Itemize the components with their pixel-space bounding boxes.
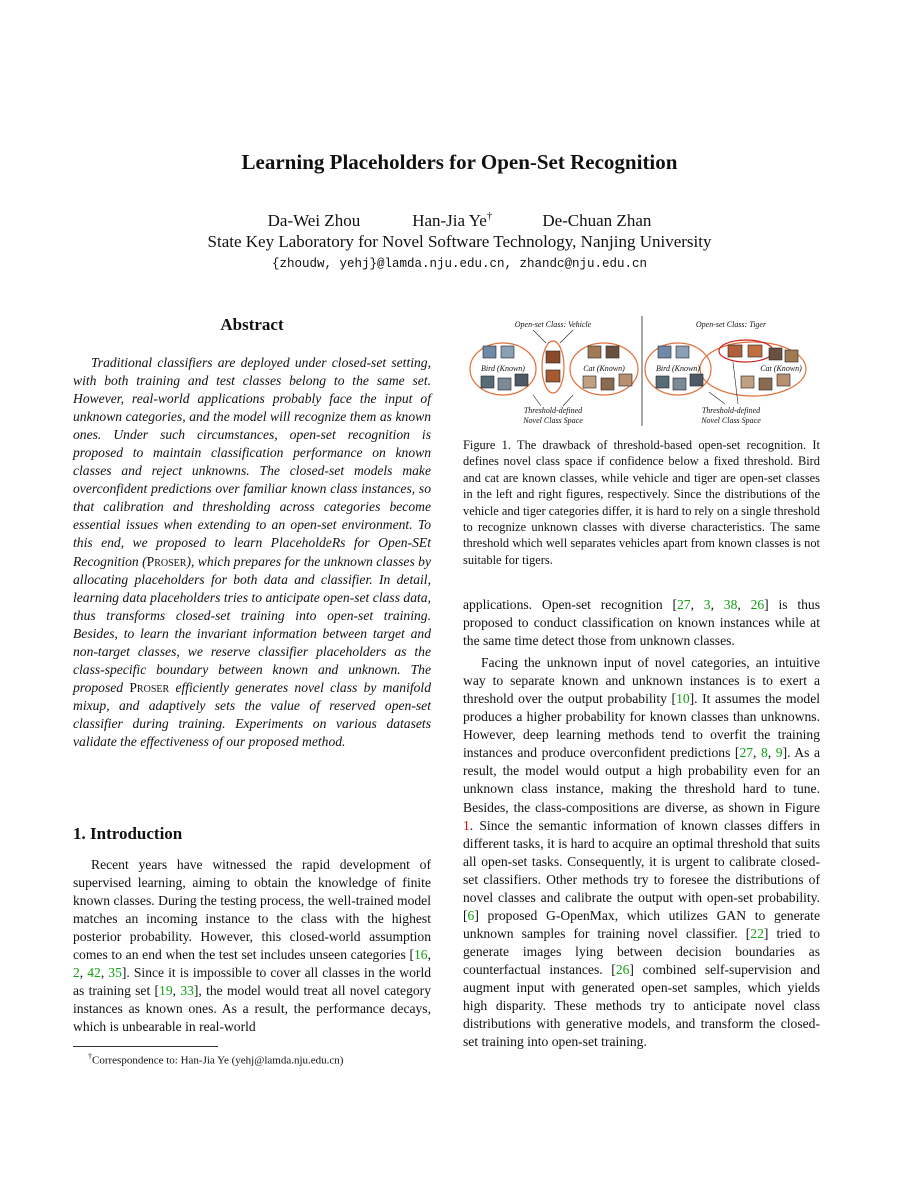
body-text: . Since the semantic information of known classes differs in different tasks, it is hard to acquire an optimal threshold that suits all open-set tasks. Consequently, it is urgent to calibrate closed-set classifiers. Other methods try to foresee the distributions of novel classes and calibrate the output with open-set probability. [ (463, 817, 820, 923)
body-text: ] combined self-supervision and augment input with generated open-set samples, which yields high disparity. These methods try to anticipate novel class distributions with generative models, and transform the closed-set training into open-set training. (463, 961, 820, 1050)
body-text: ], the model would treat all novel category instances as known ones. As a result, the performance decays, which is unbearable in real-world (73, 983, 432, 1035)
body-text: Recent years have witnessed the rapid development of supervised learning, aiming to obtain the knowledge of finite known classes. During the testing process, the well-trained model matches an incoming instance to the class with the highest posterior probability. However, this closed-world assumption comes to an end when the test set includes unseen categories [ (73, 857, 431, 963)
vehicle-image (546, 351, 560, 363)
citation-link[interactable]: 22 (750, 925, 764, 941)
vehicle-cluster-ellipse (542, 341, 564, 393)
tiger-image (728, 345, 742, 357)
abstract-paragraph (73, 354, 431, 751)
bird-image (676, 346, 689, 358)
bird-image (483, 346, 496, 358)
author-name: Han-Jia Ye (412, 210, 487, 230)
figure-reference-link[interactable]: 1 (463, 817, 470, 833)
cat-image (785, 350, 798, 362)
bird-image (658, 346, 671, 358)
citation-link[interactable]: 19 (159, 983, 173, 999)
citation-link[interactable]: 8 (761, 745, 768, 761)
body-text: ] tried to generate images lying between decision boundaries as counterfactual instances. [ (463, 925, 821, 977)
arrow (533, 395, 541, 406)
method-name: Proser (146, 553, 187, 569)
threshold-label-line2: Novel Class Space (523, 416, 583, 425)
threshold-label-line2: Novel Class Space (701, 416, 761, 425)
citation-link[interactable]: 33 (180, 983, 194, 999)
arrow (563, 395, 573, 406)
citation-link[interactable]: 42 (87, 965, 101, 981)
affiliation: State Key Laboratory for Novel Software Technology, Nanjing University (207, 232, 712, 251)
footnote-mark: † (88, 1052, 92, 1061)
right-panel-title: Open-set Class: Tiger (695, 320, 767, 329)
body-text: applications. Open-set recognition [ (463, 597, 677, 612)
cat-image (769, 348, 782, 360)
body-paragraph: Facing the unknown input of novel categories, an intuitive way to separate known and unknown instances is to exert a threshold over the output probability [10]. It assumes the model produces a higher probability for known classes than unknowns. However, deep learning methods tend to overfit the training instances and produce overconfident predictions [27, 8, 9]. As a result, the model would output a high probability even for an unknown class instance, making the threshold hard to tune. Besides, the class-compositions are diverse, as shown in Figure 1. Since the semantic information of known classes differs in different tasks, it is hard to acquire an optimal threshold that suits all open-set tasks. Consequently, it is urgent to calibrate closed-set classifiers. Other methods try to foresee the distributions of novel classes and calibrate the output with open-set probability. [6] proposed G-OpenMax, which utilizes GAN to generate unknown samples for training novel classifier. [22] tried to generate images lying between decision boundaries as counterfactual instances. [26] combined self-supervision and augment input with generated open-set samples, which yields high disparity. These methods try to anticipate novel class distributions with generative models, and transform the closed-set training into open-set training. (463, 655, 821, 1050)
body-text: ]. It assumes the model produces a higher probability for known classes than unknowns. However, deep learning methods tend to overfit the training instances and produce overconfident predictions [ (463, 691, 821, 761)
bird-image (498, 378, 511, 390)
citation-link[interactable]: 10 (676, 691, 690, 707)
abstract-text: ), which prepares for the unknown classes by allocating placeholders for both data and classifier. In detail, learning data placeholders tries to anticipate open-set class data, thus transforms closed-set training into open-set training. Besides, to learn the invariant information between target and non-target classes, we reserve classifier placeholders as the class-specific boundary between known and unknown. The proposed (73, 553, 431, 695)
bird-image (673, 378, 686, 390)
body-text: ] is thus proposed to conduct classification on known instances while at the same time detect those from unknown classes. (463, 597, 821, 649)
arrow (709, 392, 725, 404)
figure-1 (463, 312, 820, 430)
footnote (88, 1052, 343, 1067)
author-name: De-Chuan Zhan (542, 210, 652, 230)
arrow (560, 330, 573, 343)
threshold-label-line1: Threshold-defined (701, 406, 761, 415)
citation-link[interactable]: 26 (615, 961, 630, 977)
footnote-text: Correspondence to: Han-Jia Ye (yehj@lamda.nju.edu.cn) (92, 1054, 344, 1067)
citation-link[interactable]: 27 (739, 745, 754, 761)
introduction-body (73, 856, 431, 1036)
bird-image (515, 374, 528, 386)
cat-known-label: Cat (Known) (760, 364, 802, 373)
caption-text: Figure 1. The drawback of threshold-based open-set recognition. It defines novel class space if confidence below a fixed threshold. Bird and cat are known classes, while vehicle and tiger are open-set classes in the left and right figures, respectively. Since the distributions of the vehicle and tiger categories differ, it is hard to rely on a single threshold to recognize unknown classes with diverse characteristics. The same threshold which well separates vehicles apart from known classes is not suitable for tigers. (463, 438, 820, 567)
citation-link[interactable]: 35 (108, 965, 122, 981)
correspondence-mark: † (486, 210, 493, 222)
right-column-body (463, 596, 820, 1051)
citation-link[interactable]: 38 (723, 597, 738, 612)
citation-link[interactable]: 3 (703, 597, 711, 612)
author-list (0, 210, 919, 231)
citation-link[interactable]: 26 (750, 597, 765, 612)
threshold-label-line1: Threshold-defined (523, 406, 583, 415)
figure-1-caption (463, 437, 820, 568)
intro-paragraph: Recent years have witnessed the rapid development of supervised learning, aiming to obtain the knowledge of finite known classes. During the testing process, the well-trained model matches an incoming instance to the class with the highest posterior probability. However, this closed-world assumption comes to an end when the test set includes unseen categories [16, 2, 42, 35]. Since it is impossible to cover all classes in the world as training set [19, 33], the model would treat all novel category instances as known ones. As a result, the performance decays, which is unbearable in real-world (73, 857, 432, 1035)
cat-image (741, 376, 754, 388)
abstract-body (73, 354, 431, 751)
author-name-with-mark (412, 210, 492, 231)
tiger-image (748, 345, 762, 357)
author-emails: {zhoudw, yehj}@lamda.nju.edu.cn, zhandc@nju.edu.cn (271, 257, 648, 271)
citation-link[interactable]: 6 (467, 907, 475, 923)
cat-image (777, 374, 790, 386)
method-name: Proser (129, 679, 170, 695)
citation-link[interactable]: 16 (414, 947, 428, 963)
abstract-heading: Abstract (220, 315, 284, 334)
arrow (733, 362, 738, 404)
body-text: ]. Since it is impossible to cover all classes in the world as training set [ (73, 965, 432, 999)
body-paragraph: applications. Open-set recognition [27, 3, 38, 26] is thus proposed to conduct classification on known instances while at the same time detect those from unknown classes. (463, 597, 821, 649)
body-text: Facing the unknown input of novel categories, an intuitive way to separate known and unknown instances is to exert a threshold over the output probability [ (463, 655, 820, 707)
citation-link[interactable]: 2 (73, 965, 80, 981)
abstract-text: efficiently generates novel class by manifold mixup, and adaptively sets the value of reserved open-set classifier during training. Experiments on various datasets validate the effectiveness of our proposed method. (73, 679, 432, 749)
bird-known-label: Bird (Known) (656, 364, 700, 373)
cat-image (588, 346, 601, 358)
bird-image (656, 376, 669, 388)
body-text: ]. As a result, the model would output a high probability even for an unknown class instance, making the threshold hard to tune. Besides, the class-compositions are diverse, as shown in Figure (463, 745, 821, 815)
footnote-divider (73, 1046, 218, 1047)
vehicle-image (546, 370, 560, 382)
bird-known-label: Bird (Known) (481, 364, 525, 373)
section-heading-introduction: 1. Introduction (73, 824, 183, 843)
cat-image (601, 378, 614, 390)
bird-image (690, 374, 703, 386)
author-name: Da-Wei Zhou (267, 210, 361, 230)
cat-image (759, 378, 772, 390)
arrow (533, 330, 546, 343)
bird-image (501, 346, 514, 358)
left-panel-title: Open-set Class: Vehicle (514, 320, 592, 329)
paper-title: Learning Placeholders for Open-Set Recognition (241, 150, 678, 174)
citation-link[interactable]: 9 (775, 745, 783, 761)
cat-image (583, 376, 596, 388)
cat-image (606, 346, 619, 358)
cat-image (619, 374, 632, 386)
citation-link[interactable]: 27 (676, 597, 691, 612)
tiger-cluster-ellipse (719, 340, 773, 362)
body-text: ] proposed G-OpenMax, which utilizes GAN to generate unknown samples for training novel classifier. [ (463, 907, 820, 941)
abstract-text: Traditional classifiers are deployed under closed-set setting, with both training and test classes belong to the same set. However, real-world applications probably face the input of unknown categories, and the model will recognize them as known ones. Under such circumstances, open-set recognition is proposed to maintain classification performance on known classes and reject unknowns. The closed-set models make overconfident predictions over familiar known class instances, so that calibration and thresholding across categories become essential issues when extending to an open-set environment. To this end, we proposed to learn PlaceholdeRs for Open-SEt Recognition ( (73, 355, 431, 569)
bird-image (481, 376, 494, 388)
cat-known-label: Cat (Known) (583, 364, 625, 373)
